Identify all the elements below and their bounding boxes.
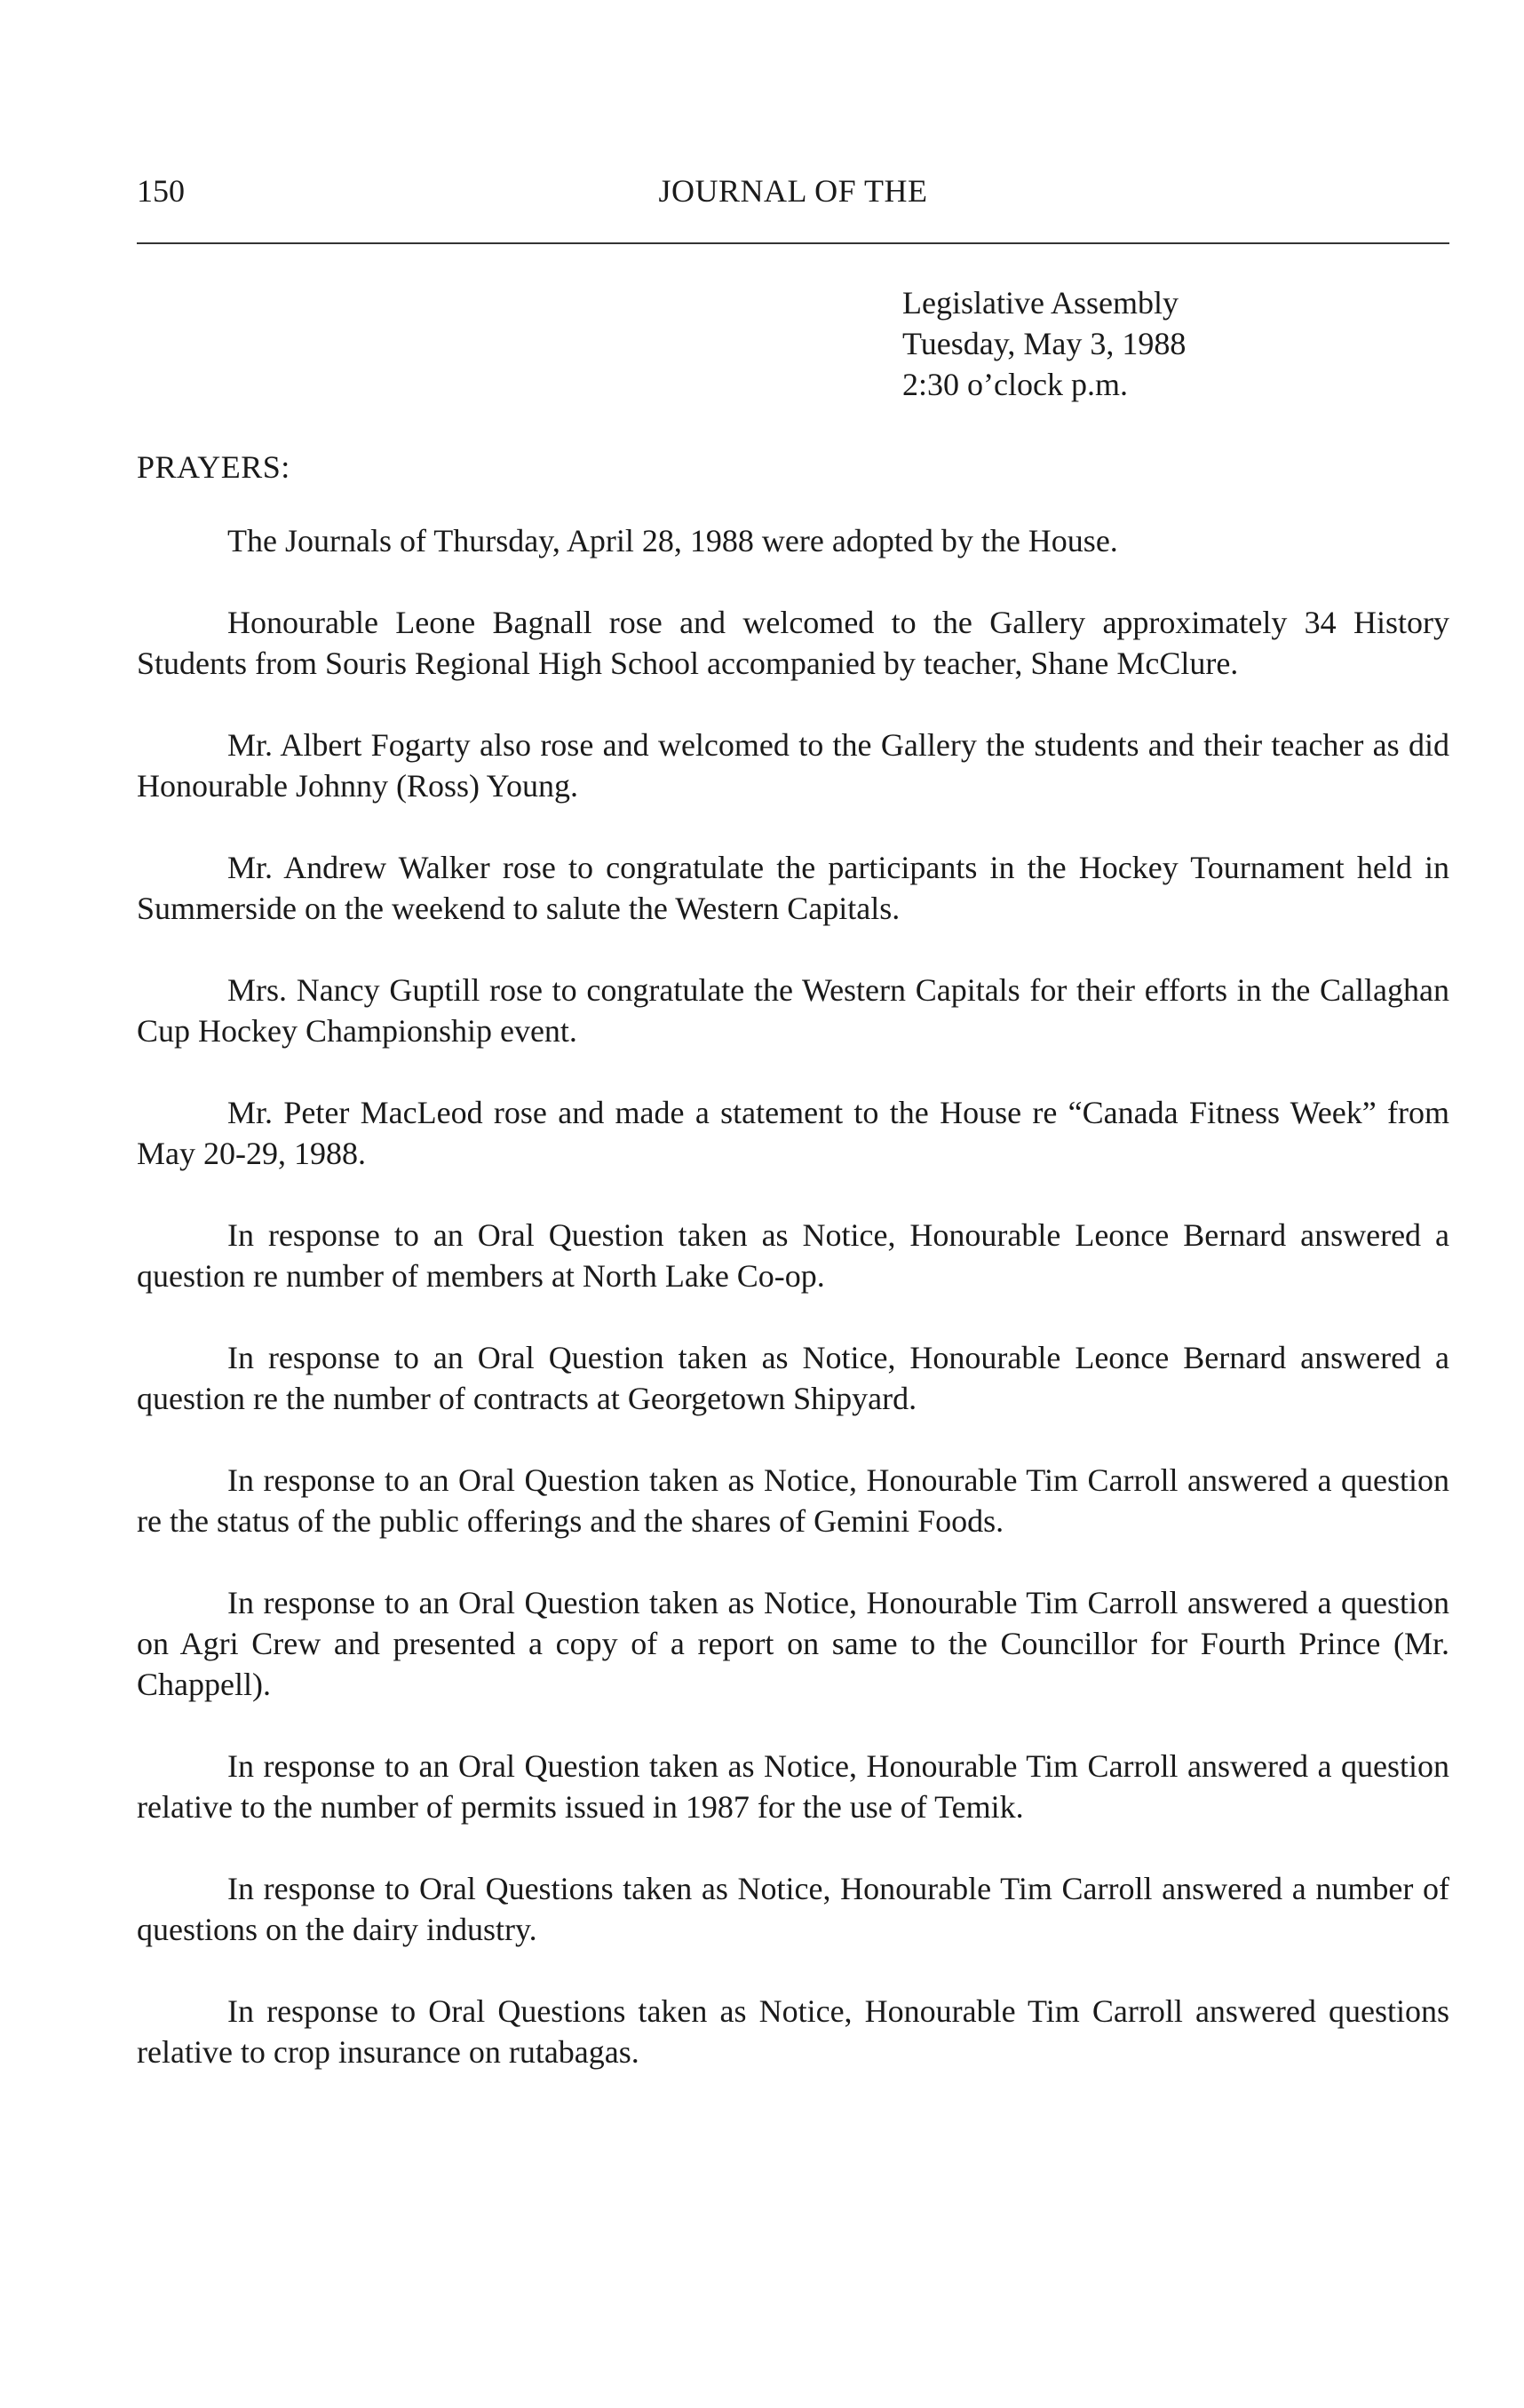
sitting-details: [902, 282, 1186, 405]
sitting-time: 2:30 o’clock p.m.: [902, 367, 1128, 402]
journal-page: [137, 0, 1449, 2408]
prayers-heading: PRAYERS:: [137, 449, 290, 485]
sitting-body: Legislative Assembly: [902, 285, 1179, 321]
journal-paragraph: In response to Oral Questions taken as Notice, Honourable Tim Carroll answered a number of questions on the dairy industry.: [137, 1871, 1449, 1947]
page-number: 150: [137, 173, 185, 209]
header-rule: [137, 242, 1449, 244]
journal-paragraph: In response to an Oral Question taken as Notice, Honourable Tim Carroll answered a question relative to the number of permits issued in 1987 for the use of Temik.: [137, 1748, 1449, 1825]
journal-paragraph: Mr. Peter MacLeod rose and made a statement to the House re “Canada Fitness Week” from May 20-29, 1988.: [137, 1095, 1449, 1171]
page-header: [137, 169, 1449, 213]
journal-paragraph: Mr. Andrew Walker rose to congratulate the participants in the Hockey Tournament held in Summerside on the weekend to salute the Western Capitals.: [137, 850, 1449, 926]
journal-paragraph: In response to an Oral Question taken as Notice, Honourable Leonce Bernard answered a question re the number of contracts at Georgetown Shipyard.: [137, 1340, 1449, 1416]
journal-paragraph: The Journals of Thursday, April 28, 1988 were adopted by the House.: [227, 523, 1118, 558]
journal-paragraph: In response to an Oral Question taken as Notice, Honourable Tim Carroll answered a question re the status of the public offerings and the shares of Gemini Foods.: [137, 1462, 1449, 1539]
journal-paragraph: In response to an Oral Question taken as Notice, Honourable Leonce Bernard answered a question re number of members at North Lake Co-op.: [137, 1217, 1449, 1294]
journal-paragraph: Mrs. Nancy Guptill rose to congratulate the Western Capitals for their efforts in the Callaghan Cup Hockey Championship event.: [137, 972, 1449, 1049]
running-head: JOURNAL OF THE: [658, 173, 928, 209]
journal-body: [137, 520, 1449, 2113]
journal-paragraph: Mr. Albert Fogarty also rose and welcomed to the Gallery the students and their teacher as did Honourable Johnny (Ross) Young.: [137, 727, 1449, 804]
journal-paragraph: In response to an Oral Question taken as Notice, Honourable Tim Carroll answered a question on Agri Crew and presented a copy of a report on same to the Councillor for Fourth Prince (Mr. Chappell).: [137, 1585, 1449, 1702]
journal-paragraph: In response to Oral Questions taken as Notice, Honourable Tim Carroll answered questions relative to crop insurance on rutabagas.: [137, 1993, 1449, 2070]
sitting-date: Tuesday, May 3, 1988: [902, 326, 1187, 361]
journal-paragraph: Honourable Leone Bagnall rose and welcomed to the Gallery approximately 34 History Students from Souris Regional High School accompanied by teacher, Shane McClure.: [137, 605, 1449, 681]
